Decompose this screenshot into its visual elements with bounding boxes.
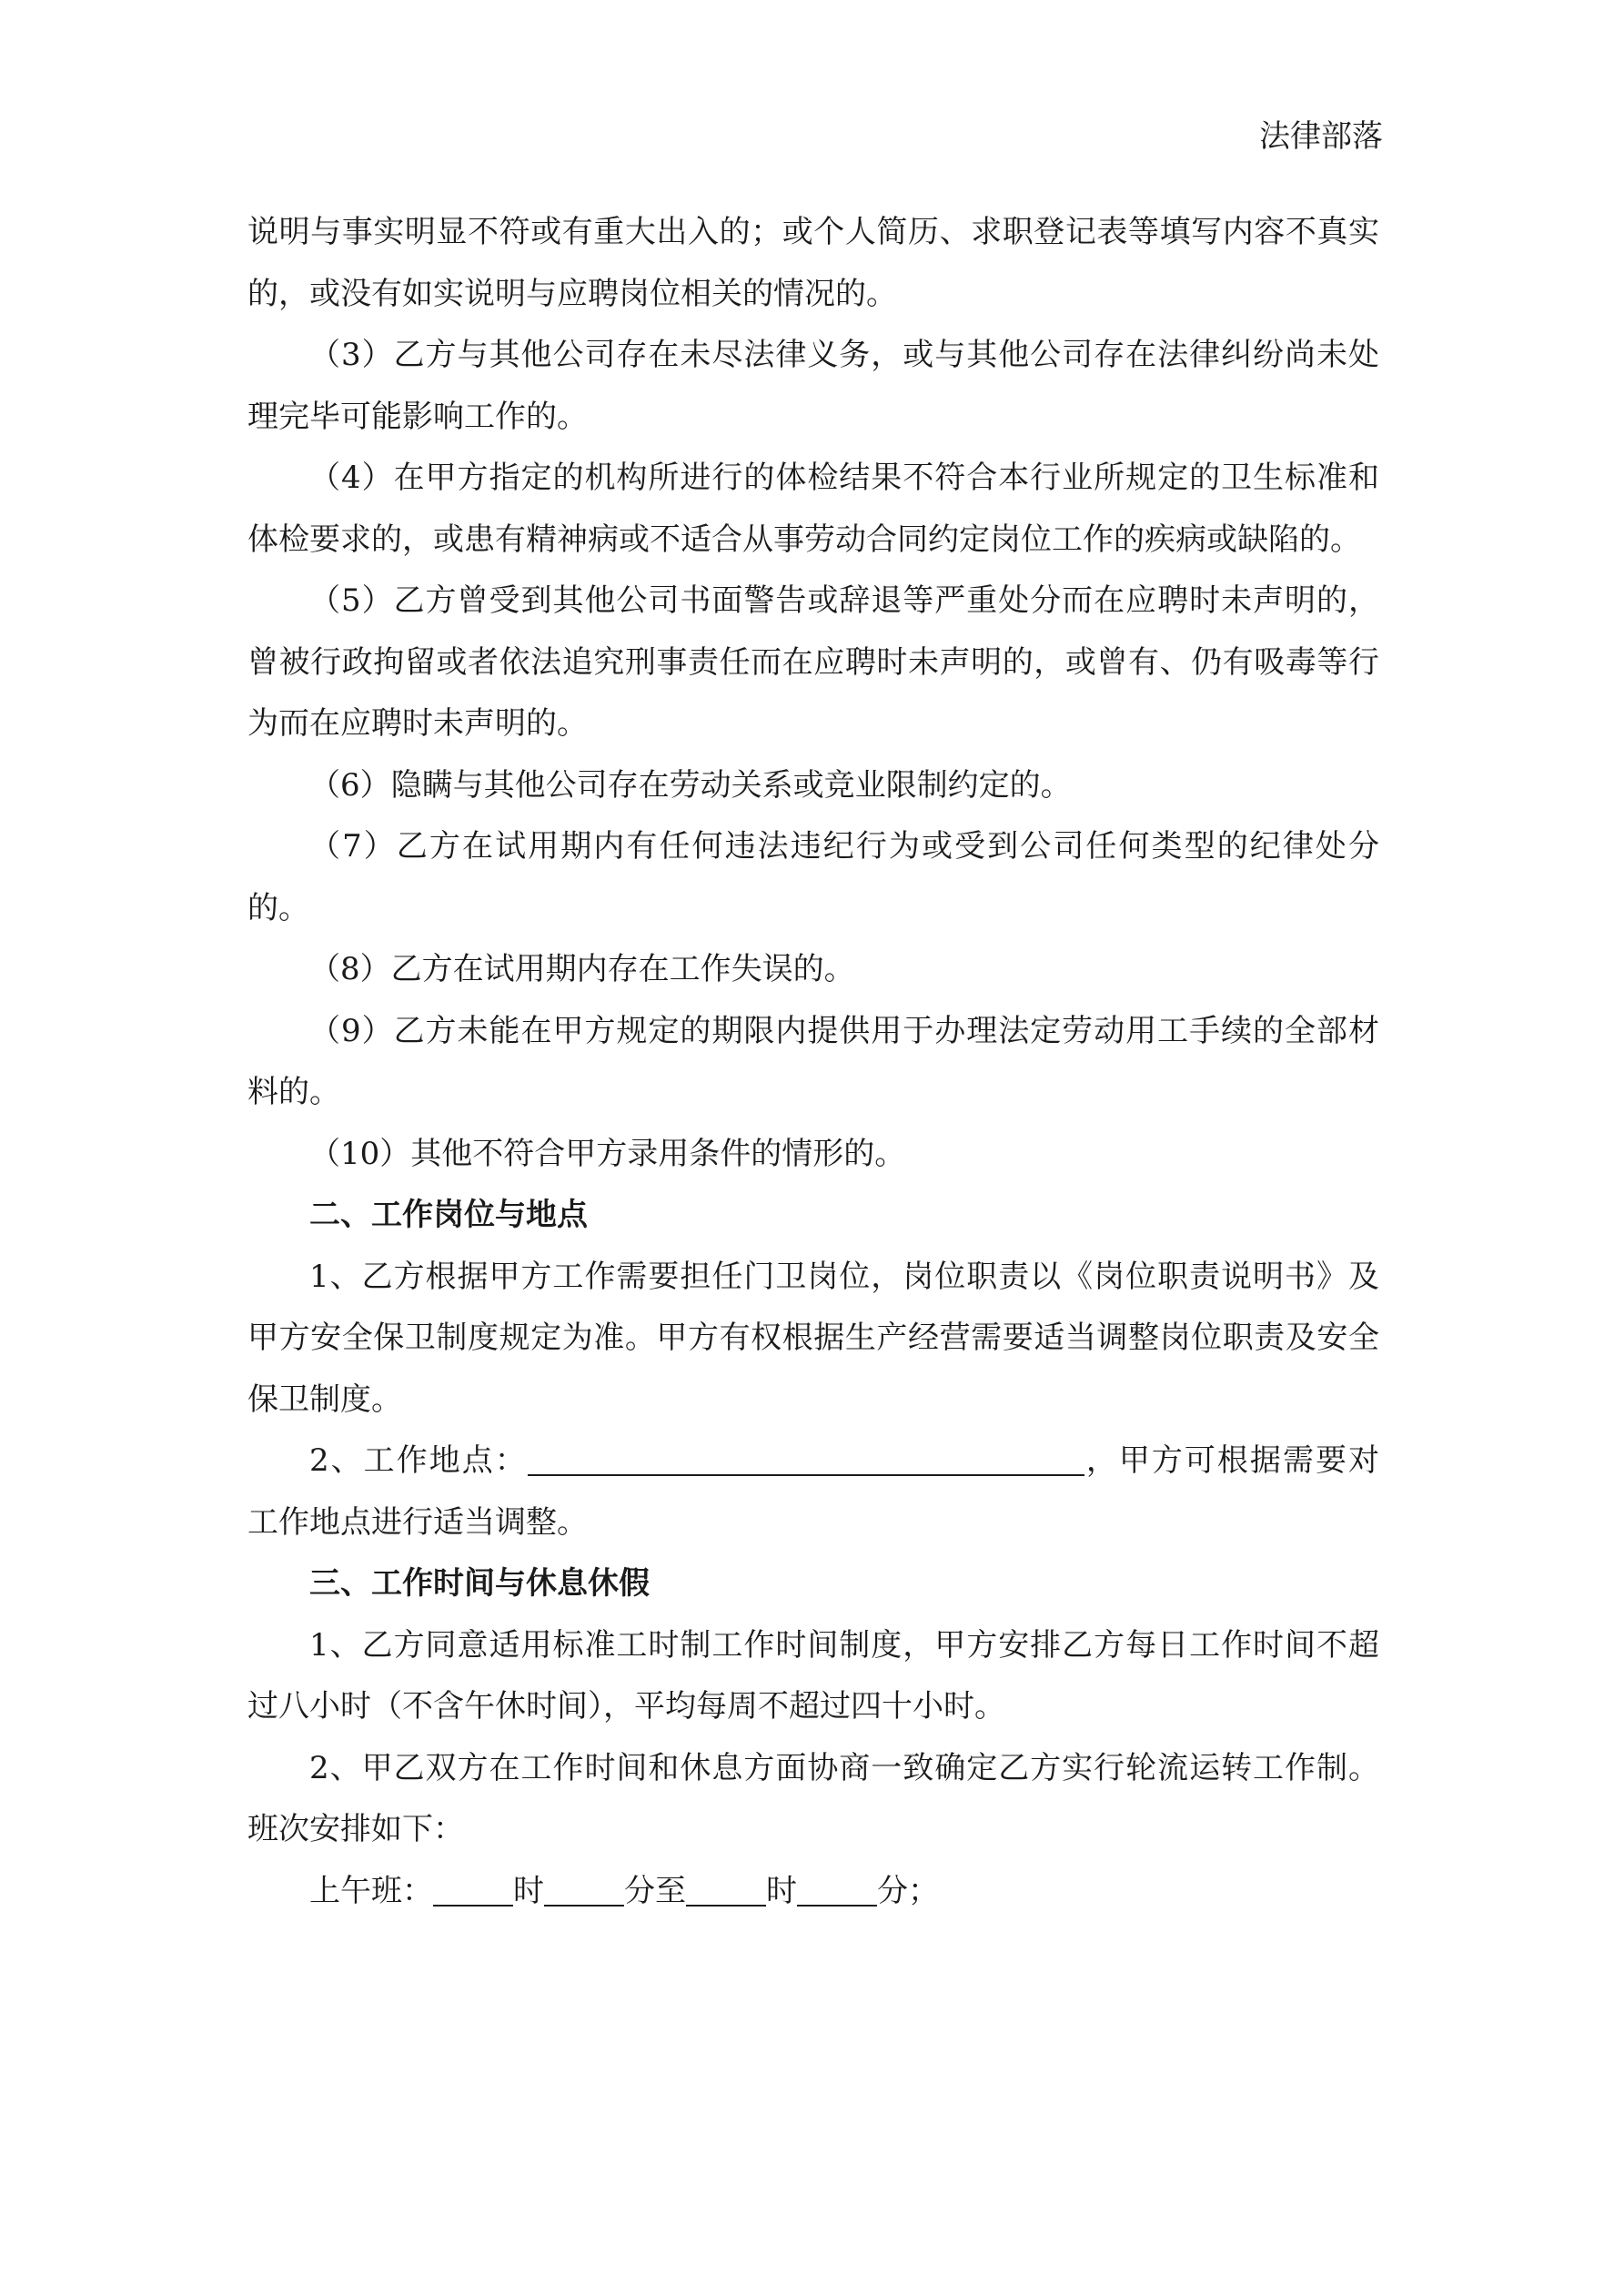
shift-system-clause: 2、甲乙双方在工作时间和休息方面协商一致确定乙方实行轮流运转工作制。班次安排如下： xyxy=(247,1749,1379,1847)
paragraph-continuation: 说明与事实明显不符或有重大出入的；或个人简历、求职登记表等填写内容不真实的，或没有如实说明与应聘岗位相关的情况的。 xyxy=(247,214,1379,312)
section-heading-3: 三、工作时间与休息休假 xyxy=(309,1565,650,1602)
hour-unit: 时 xyxy=(513,1872,544,1909)
clause-6: （6）隐瞒与其他公司存在劳动关系或竞业限制约定的。 xyxy=(309,766,1072,804)
end-minute-blank[interactable] xyxy=(797,1872,877,1907)
workplace-suffix: ，甲方可根据需要对工作地点进行适当调整。 xyxy=(247,1442,1379,1541)
workplace-label: 2、工作地点： xyxy=(309,1442,528,1479)
clause-4: （4）在甲方指定的机构所进行的体检结果不符合本行业所规定的卫生标准和体检要求的，或患有精神病或不适合从事劳动合同约定岗位工作的疾病或缺陷的。 xyxy=(247,460,1379,558)
end-hour-blank[interactable] xyxy=(686,1872,766,1907)
page-header: 法律部落 xyxy=(1259,118,1383,155)
clause-9: （9）乙方未能在甲方规定的期限内提供用于办理法定劳动用工手续的全部材料的。 xyxy=(247,1012,1379,1110)
minute-to-unit: 分至 xyxy=(624,1872,686,1909)
clause-10: （10）其他不符合甲方录用条件的情形的。 xyxy=(309,1135,906,1172)
clause-5: （5）乙方曾受到其他公司书面警告或辞退等严重处分而在应聘时未声明的，曾被行政拘留或者依法追究刑事责任而在应聘时未声明的，或曾有、仍有吸毒等行为而在应聘时未声明的。 xyxy=(247,582,1379,742)
working-hours-clause: 1、乙方同意适用标准工时制工作时间制度，甲方安排乙方每日工作时间不超过八小时（不含午休时间），平均每周不超过四十小时。 xyxy=(247,1626,1379,1725)
workplace-clause xyxy=(247,1431,1379,1553)
clause-7: （7）乙方在试用期内有任何违法违纪行为或受到公司任何类型的纪律处分的。 xyxy=(247,828,1379,926)
clause-3: （3）乙方与其他公司存在未尽法律义务，或与其他公司存在法律纠纷尚未处理完毕可能影响工作的。 xyxy=(247,337,1379,435)
document-body xyxy=(247,202,1379,1922)
morning-shift-label: 上午班： xyxy=(309,1872,433,1909)
start-hour-blank[interactable] xyxy=(433,1872,513,1907)
hour-unit-2: 时 xyxy=(766,1872,797,1909)
morning-shift-line xyxy=(247,1861,1379,1923)
clause-8: （8）乙方在试用期内存在工作失误的。 xyxy=(309,951,855,987)
section-heading-2: 二、工作岗位与地点 xyxy=(309,1197,588,1233)
position-clause: 1、乙方根据甲方工作需要担任门卫岗位，岗位职责以《岗位职责说明书》及甲方安全保卫制度规定为准。甲方有权根据生产经营需要适当调整岗位职责及安全保卫制度。 xyxy=(247,1258,1379,1418)
workplace-blank-field[interactable] xyxy=(528,1441,1084,1476)
start-minute-blank[interactable] xyxy=(544,1872,624,1907)
minute-end-unit: 分； xyxy=(877,1872,939,1909)
